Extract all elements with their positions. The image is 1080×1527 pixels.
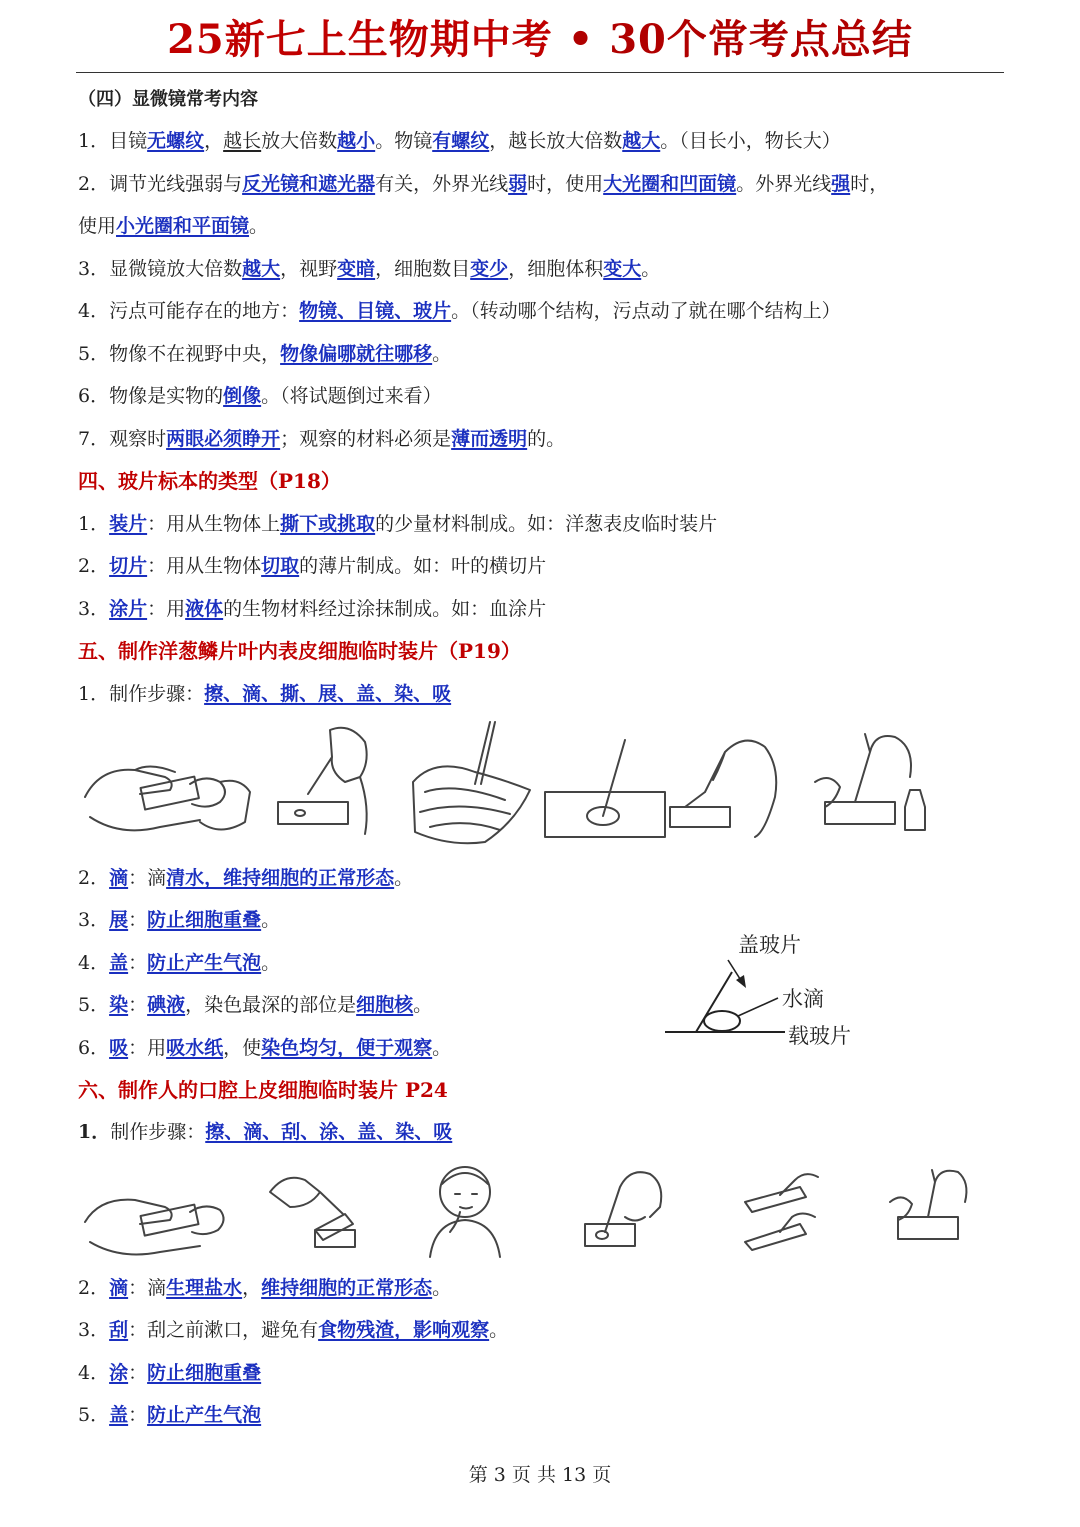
microscope-point-5: 5．物像不在视野中央，物像偏哪就往哪移。 <box>78 343 452 365</box>
stain-absorb-illustration <box>815 734 925 830</box>
slide-type-3: 3．涂片：用液体的生物材料经过涂抹制成。如：血涂片 <box>78 598 547 620</box>
subsection-heading-microscope: （四）显微镜常考内容 <box>78 89 258 110</box>
microscope-point-3: 3．显微镜放大倍数越大，视野变暗，细胞数目变少，细胞体积变大。 <box>78 258 661 280</box>
slide-type-2: 2．切片：用从生物体切取的薄片制成。如：叶的横切片 <box>78 555 547 577</box>
cheek-step-4: 4．涂：防止细胞重叠 <box>78 1362 262 1384</box>
cheek-step-5: 5．盖：防止产生气泡 <box>78 1404 262 1426</box>
cover-slip-illustration <box>670 741 776 837</box>
smear-illustration <box>585 1172 661 1246</box>
microscope-point-4: 4．污点可能存在的地方：物镜、目镜、玻片。（转动哪个结构，污点动了就在哪个结构上） <box>78 300 841 322</box>
section-heading-slide-types: 四、玻片标本的类型（P18） <box>78 469 341 493</box>
cover-slip-illustration-2 <box>745 1174 818 1250</box>
onion-step-4: 4．盖：防止产生气泡。 <box>78 952 281 974</box>
spread-illustration <box>545 740 665 837</box>
cheek-step-3: 3．刮：刮之前漱口，避免有食物残渣，影响观察。 <box>78 1319 509 1341</box>
cheek-step-2: 2．滴：滴生理盐水，维持细胞的正常形态。 <box>78 1277 452 1299</box>
onion-step-6: 6．吸：用吸水纸，使染色均匀，便于观察。 <box>78 1037 452 1059</box>
drip-saline-illustration <box>270 1178 355 1247</box>
label-cover-slip: 盖玻片 <box>738 933 801 957</box>
cheek-procedure-illustrations <box>80 1162 940 1262</box>
stain-illustration-2 <box>890 1170 966 1239</box>
section-heading-onion-slide: 五、制作洋葱鳞片叶内表皮细胞临时装片（P19） <box>78 639 521 663</box>
slide-type-1: 1．装片：用从生物体上撕下或挑取的少量材料制成。如：洋葱表皮临时装片 <box>78 513 718 535</box>
cover-slip-diagram <box>660 930 880 1055</box>
tear-epidermis-illustration <box>413 722 530 843</box>
cheek-step-1: 1．制作步骤：擦、滴、刮、涂、盖、染、吸 <box>78 1121 453 1143</box>
microscope-point-6: 6．物像是实物的倒像。（将试题倒过来看） <box>78 385 442 407</box>
onion-step-2: 2．滴：滴清水，维持细胞的正常形态。 <box>78 867 414 889</box>
microscope-point-2-cont: 使用小光圈和平面镜。 <box>78 215 269 237</box>
wipe-slide-illustration-2 <box>85 1200 224 1255</box>
label-slide: 载玻片 <box>788 1024 851 1048</box>
title-part2: 30个常考点总结 <box>609 16 913 63</box>
onion-step-3: 3．展：防止细胞重叠。 <box>78 909 281 931</box>
wipe-slide-illustration <box>85 766 250 830</box>
title-divider <box>76 72 1004 73</box>
onion-step-1: 1．制作步骤：擦、滴、撕、展、盖、染、吸 <box>78 683 452 705</box>
rinse-mouth-illustration <box>430 1167 500 1257</box>
onion-procedure-illustrations <box>80 722 940 852</box>
microscope-point-7: 7．观察时两眼必须睁开；观察的材料必须是薄而透明的。 <box>78 428 566 450</box>
title-part1: 25新七上生物期中考 <box>167 16 553 63</box>
drip-water-illustration <box>278 728 367 834</box>
section-heading-cheek-slide: 六、制作人的口腔上皮细胞临时装片 P24 <box>78 1078 448 1102</box>
page-footer: 第 3 页 共 13 页 <box>468 1464 612 1486</box>
microscope-point-1: 1．目镜无螺纹，越长放大倍数越小。物镜有螺纹，越长放大倍数越大。（目长小，物长大） <box>78 130 841 152</box>
label-water-drop: 水滴 <box>782 987 824 1011</box>
page-title <box>0 12 1080 68</box>
microscope-point-2: 2．调节光线强弱与反光镜和遮光器有关，外界光线弱时，使用大光圈和凹面镜。外界光线强时， <box>78 173 889 195</box>
onion-step-5: 5．染：碘液，染色最深的部位是细胞核。 <box>78 994 433 1016</box>
title-dot: • <box>567 16 595 63</box>
